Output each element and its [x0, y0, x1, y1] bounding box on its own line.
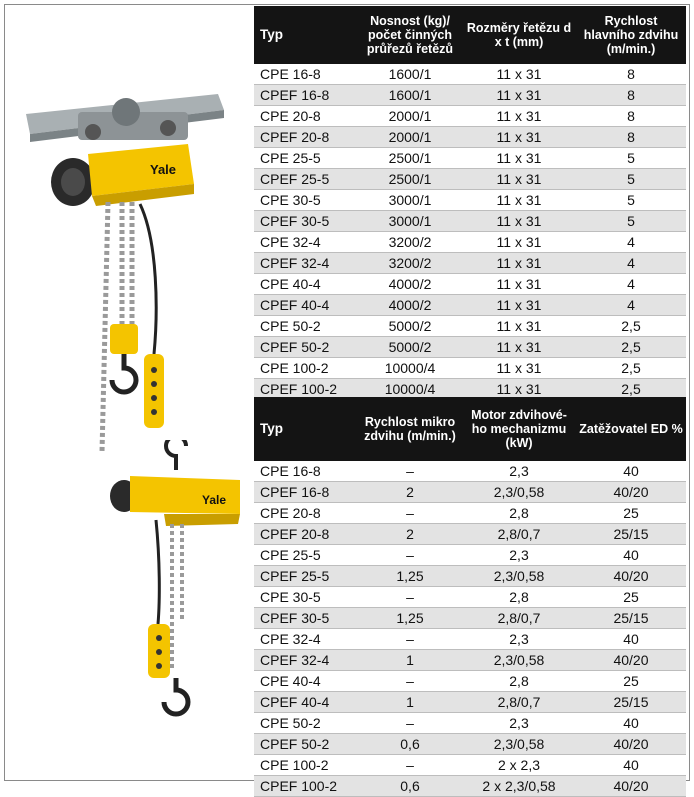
table-row — [254, 148, 686, 169]
brand-logo: Yale — [202, 493, 227, 507]
table-cell: 2,8 — [462, 503, 576, 524]
table-cell: 10000/4 — [358, 358, 462, 379]
table-cell: 1600/1 — [358, 64, 462, 85]
table-row — [254, 587, 686, 608]
table-cell: CPEF 100-2 — [254, 379, 358, 400]
table-cell: 2000/1 — [358, 106, 462, 127]
table-cell: 2,5 — [576, 358, 686, 379]
specs-table-capacity — [254, 6, 686, 400]
table-cell: 11 x 31 — [462, 274, 576, 295]
table-cell: CPE 20-8 — [254, 503, 358, 524]
table-row — [254, 232, 686, 253]
table-cell: 2,5 — [576, 316, 686, 337]
table-row — [254, 211, 686, 232]
table-cell: CPE 32-4 — [254, 232, 358, 253]
table-cell: 25/15 — [576, 608, 686, 629]
table-cell: CPE 25-5 — [254, 545, 358, 566]
table-cell: 2,8 — [462, 587, 576, 608]
table-cell: 11 x 31 — [462, 169, 576, 190]
table-cell: 4 — [576, 253, 686, 274]
table-row — [254, 482, 686, 503]
brand-logo: Yale — [150, 162, 177, 177]
table-cell: CPE 100-2 — [254, 358, 358, 379]
table-cell: 5000/2 — [358, 316, 462, 337]
table-cell: 40/20 — [576, 734, 686, 755]
table-cell: 2 x 2,3/0,58 — [462, 776, 576, 797]
table-cell: 2,5 — [576, 337, 686, 358]
table-cell: 0,6 — [358, 776, 462, 797]
table-cell: – — [358, 503, 462, 524]
table-cell: 40 — [576, 629, 686, 650]
table-cell: 2 — [358, 482, 462, 503]
hook-block — [110, 324, 138, 354]
table-cell: CPEF 50-2 — [254, 734, 358, 755]
table-cell: 8 — [576, 64, 686, 85]
hook-icon — [164, 678, 188, 714]
table-cell: CPE 30-5 — [254, 587, 358, 608]
table-row — [254, 713, 686, 734]
table-row — [254, 545, 686, 566]
table-cell: CPE 16-8 — [254, 64, 358, 85]
table-row — [254, 64, 686, 85]
table-row — [254, 524, 686, 545]
table-row — [254, 169, 686, 190]
table-row — [254, 274, 686, 295]
table-cell: 2,8/0,7 — [462, 692, 576, 713]
table-cell: 5 — [576, 148, 686, 169]
table-cell: 40/20 — [576, 482, 686, 503]
table-cell: 10000/4 — [358, 379, 462, 400]
chain-hoist-photo — [104, 440, 244, 722]
table-cell: 25 — [576, 671, 686, 692]
table-cell: CPEF 100-2 — [254, 776, 358, 797]
table-cell: CPE 40-4 — [254, 671, 358, 692]
table-cell: CPE 50-2 — [254, 713, 358, 734]
table-cell: CPEF 25-5 — [254, 169, 358, 190]
table-cell: 1,25 — [358, 608, 462, 629]
table-row — [254, 127, 686, 148]
table-row — [254, 629, 686, 650]
table-cell: 2,3 — [462, 629, 576, 650]
table-cell: – — [358, 671, 462, 692]
table-cell: 40/20 — [576, 650, 686, 671]
table-cell: 2 — [358, 524, 462, 545]
table-header — [254, 397, 686, 461]
table-cell: CPE 50-2 — [254, 316, 358, 337]
table-cell: – — [358, 629, 462, 650]
table-cell: 8 — [576, 85, 686, 106]
table-cell: 4000/2 — [358, 274, 462, 295]
top-hook-icon — [166, 440, 186, 470]
table-cell: 3200/2 — [358, 253, 462, 274]
table-cell: 40/20 — [576, 566, 686, 587]
table-cell: 2,3/0,58 — [462, 482, 576, 503]
table-cell: 2,8/0,7 — [462, 608, 576, 629]
table-cell: – — [358, 545, 462, 566]
table-cell: 11 x 31 — [462, 337, 576, 358]
column-header: Rychlost mikro zdvihu (m/min.) — [358, 397, 462, 461]
table-cell: 25/15 — [576, 524, 686, 545]
table-cell: 5 — [576, 190, 686, 211]
table-cell: 2,5 — [576, 379, 686, 400]
table-cell: 11 x 31 — [462, 190, 576, 211]
table-row — [254, 190, 686, 211]
table-cell: – — [358, 755, 462, 776]
table-cell: 40 — [576, 545, 686, 566]
table-cell: CPEF 32-4 — [254, 253, 358, 274]
table-cell: CPEF 30-5 — [254, 608, 358, 629]
table-cell: CPEF 30-5 — [254, 211, 358, 232]
table-cell: 2,8 — [462, 671, 576, 692]
table-cell: 11 x 31 — [462, 106, 576, 127]
table-cell: 4 — [576, 232, 686, 253]
table-cell: 11 x 31 — [462, 316, 576, 337]
trolley-hoist-photo — [18, 92, 238, 462]
table-cell: – — [358, 461, 462, 482]
table-cell: – — [358, 587, 462, 608]
table-cell: 4 — [576, 274, 686, 295]
table-row — [254, 650, 686, 671]
table-cell: 11 x 31 — [462, 127, 576, 148]
table-cell: 3200/2 — [358, 232, 462, 253]
table-cell: 11 x 31 — [462, 64, 576, 85]
table-cell: 11 x 31 — [462, 358, 576, 379]
table-cell: 40 — [576, 461, 686, 482]
table-cell: CPEF 20-8 — [254, 127, 358, 148]
table-cell: 2,8/0,7 — [462, 524, 576, 545]
table-cell: 3000/1 — [358, 211, 462, 232]
table-cell: 8 — [576, 127, 686, 148]
column-header: Typ — [254, 397, 358, 461]
table-cell: CPEF 16-8 — [254, 85, 358, 106]
table-cell: CPEF 50-2 — [254, 337, 358, 358]
table-row — [254, 608, 686, 629]
table-cell: 1 — [358, 650, 462, 671]
table-cell: 4000/2 — [358, 295, 462, 316]
specs-table-motor — [254, 397, 686, 797]
table-cell: 2 x 2,3 — [462, 755, 576, 776]
table-cell: 1600/1 — [358, 85, 462, 106]
table-cell: 2500/1 — [358, 169, 462, 190]
table-cell: 2,3/0,58 — [462, 734, 576, 755]
table-cell: 11 x 31 — [462, 379, 576, 400]
table-row — [254, 461, 686, 482]
table-cell: 2,3/0,58 — [462, 650, 576, 671]
table-row — [254, 253, 686, 274]
table-cell: 11 x 31 — [462, 232, 576, 253]
table-cell: 40 — [576, 713, 686, 734]
hook-icon — [112, 354, 136, 392]
table-cell: CPE 20-8 — [254, 106, 358, 127]
table-cell: 2000/1 — [358, 127, 462, 148]
table-row — [254, 337, 686, 358]
table-cell: CPEF 40-4 — [254, 692, 358, 713]
table-cell: 25 — [576, 587, 686, 608]
table-row — [254, 692, 686, 713]
table-cell: CPE 30-5 — [254, 190, 358, 211]
table-cell: 25/15 — [576, 692, 686, 713]
table-row — [254, 85, 686, 106]
table-cell: CPEF 32-4 — [254, 650, 358, 671]
table-row — [254, 566, 686, 587]
column-header: Motor zdvihové-ho mechanizmu (kW) — [462, 397, 576, 461]
table-cell: 2,3 — [462, 545, 576, 566]
table-cell: CPEF 25-5 — [254, 566, 358, 587]
table-cell: 11 x 31 — [462, 211, 576, 232]
table-cell: 40/20 — [576, 776, 686, 797]
table-cell: 1 — [358, 692, 462, 713]
table-cell: 11 x 31 — [462, 148, 576, 169]
table-cell: 2500/1 — [358, 148, 462, 169]
table-cell: 11 x 31 — [462, 295, 576, 316]
table-row — [254, 503, 686, 524]
table-row — [254, 316, 686, 337]
table-cell: CPE 32-4 — [254, 629, 358, 650]
table-cell: 4 — [576, 295, 686, 316]
table-cell: CPE 100-2 — [254, 755, 358, 776]
table-row — [254, 358, 686, 379]
column-header: Rozměry řetězu d x t (mm) — [462, 6, 576, 64]
table-row — [254, 755, 686, 776]
control-pendant — [144, 354, 164, 428]
table-row — [254, 776, 686, 797]
column-header: Nosnost (kg)/ počet činných průřezů řetězů — [358, 6, 462, 64]
table-row — [254, 106, 686, 127]
table-cell: 11 x 31 — [462, 85, 576, 106]
column-header: Rychlost hlavního zdvihu (m/min.) — [576, 6, 686, 64]
table-cell: 5 — [576, 211, 686, 232]
table-cell: CPE 40-4 — [254, 274, 358, 295]
table-row — [254, 295, 686, 316]
table-cell: 8 — [576, 106, 686, 127]
table-cell: CPE 16-8 — [254, 461, 358, 482]
table-cell: CPEF 20-8 — [254, 524, 358, 545]
table-row — [254, 734, 686, 755]
table-cell: 1,25 — [358, 566, 462, 587]
column-header: Zatěžovatel ED % — [576, 397, 686, 461]
table-row — [254, 671, 686, 692]
table-cell: 2,3 — [462, 713, 576, 734]
table-cell: 2,3/0,58 — [462, 566, 576, 587]
table-cell: 2,3 — [462, 461, 576, 482]
table-cell: CPE 25-5 — [254, 148, 358, 169]
table-cell: 40 — [576, 755, 686, 776]
column-header: Typ — [254, 6, 358, 64]
table-cell: 11 x 31 — [462, 253, 576, 274]
table-cell: 5000/2 — [358, 337, 462, 358]
table-header — [254, 6, 686, 64]
table-cell: CPEF 16-8 — [254, 482, 358, 503]
table-cell: 3000/1 — [358, 190, 462, 211]
table-cell: – — [358, 713, 462, 734]
table-cell: 25 — [576, 503, 686, 524]
table-cell: 5 — [576, 169, 686, 190]
table-cell: CPEF 40-4 — [254, 295, 358, 316]
table-cell: 0,6 — [358, 734, 462, 755]
